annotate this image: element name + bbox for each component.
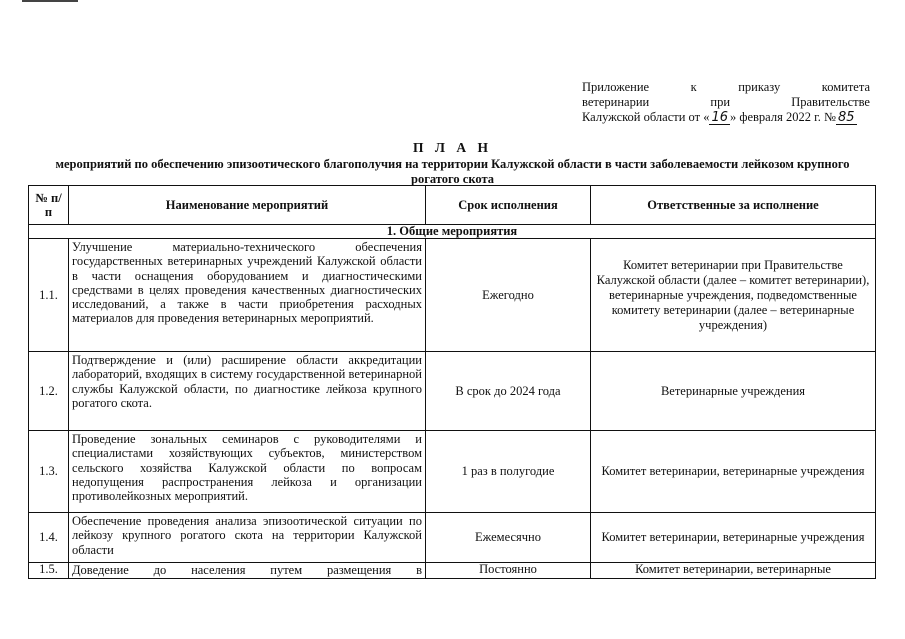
- row-name: Проведение зональных семинаров с руководителями и специалистами хозяйствующих субъектов, министерством сельского хозяйства Калужской области по вопросам недопущения распространения лейкоза и организации противолейкозных мероприятий.: [69, 431, 426, 513]
- row-num: 1.3.: [29, 431, 69, 513]
- appendix-line-1: [582, 80, 870, 95]
- table-row: [29, 239, 876, 352]
- appendix-day-handwritten: 16: [711, 110, 728, 125]
- plan-title: П Л А Н: [413, 140, 492, 155]
- row-name: Обеспечение проведения анализа эпизоотической ситуации по лейкозу крупного рогатого скота на территории Калужской области: [69, 513, 426, 563]
- appendix-word: ветеринарии: [582, 95, 650, 109]
- row-responsible: Комитет ветеринарии при Правительстве Калужской области (далее – комитет ветеринарии), ветеринарные учреждения, подведомственные комитету ветеринарии (далее – ветеринарные учреждения): [591, 239, 876, 352]
- scan-top-mark: [22, 0, 78, 2]
- appendix-line-2: [582, 95, 870, 110]
- appendix-word: к: [690, 80, 697, 94]
- table-row: [29, 352, 876, 431]
- row-term: 1 раз в полугодие: [426, 431, 591, 513]
- plan-table: [28, 185, 876, 579]
- row-num: 1.1.: [29, 239, 69, 352]
- row-term: Постоянно: [426, 563, 591, 579]
- appendix-date-prefix: Калужской области от «: [582, 110, 710, 124]
- section-title: 1. Общие мероприятия: [29, 225, 876, 239]
- row-responsible: Ветеринарные учреждения: [591, 352, 876, 431]
- appendix-block: [582, 80, 870, 125]
- row-name: Доведение до населения путем размещения в: [69, 563, 426, 579]
- row-term: Ежегодно: [426, 239, 591, 352]
- header-name: Наименование мероприятий: [69, 186, 426, 225]
- table-row: [29, 563, 876, 579]
- appendix-word: приказу: [738, 80, 781, 94]
- appendix-date-middle: » февраля 2022 г. №: [730, 110, 836, 124]
- appendix-word: комитета: [821, 80, 870, 94]
- row-name: Подтверждение и (или) расширение области аккредитации лабораторий, входящих в систему государственной ветеринарной службы Калужской области, по диагностике лейкоза крупного рогатого скота.: [69, 352, 426, 431]
- header-num: № п/п: [29, 186, 69, 225]
- row-num: 1.2.: [29, 352, 69, 431]
- header-responsible: Ответственные за исполнение: [591, 186, 876, 225]
- row-term: В срок до 2024 года: [426, 352, 591, 431]
- header-term: Срок исполнения: [426, 186, 591, 225]
- table-row: [29, 431, 876, 513]
- table-header-row: [29, 186, 876, 225]
- row-name: Улучшение материально-технического обеспечения государственных ветеринарных учреждений Калужской области в части оснащения оборудованием и диагностическими средствами в целях проведения качественных диагностических исследований, а также в части приобретения расходных материалов для проведения ветеринарных мероприятий.: [69, 239, 426, 352]
- row-num: 1.4.: [29, 513, 69, 563]
- row-responsible: Комитет ветеринарии, ветеринарные учреждения: [591, 513, 876, 563]
- appendix-word: Правительстве: [791, 95, 870, 109]
- row-responsible: Комитет ветеринарии, ветеринарные: [591, 563, 876, 579]
- table-row: [29, 513, 876, 563]
- appendix-word: Приложение: [582, 80, 650, 94]
- row-term: Ежемесячно: [426, 513, 591, 563]
- appendix-word: при: [710, 95, 731, 109]
- appendix-number-handwritten: 85: [837, 110, 855, 125]
- appendix-line-3: [582, 110, 870, 125]
- plan-subtitle: мероприятий по обеспечению эпизоотического благополучия на территории Калужской области в части заболеваемости лейкозом крупного рогатого скота: [55, 157, 850, 186]
- row-responsible: Комитет ветеринарии, ветеринарные учреждения: [591, 431, 876, 513]
- section-row: [29, 225, 876, 239]
- row-num: 1.5.: [29, 563, 69, 579]
